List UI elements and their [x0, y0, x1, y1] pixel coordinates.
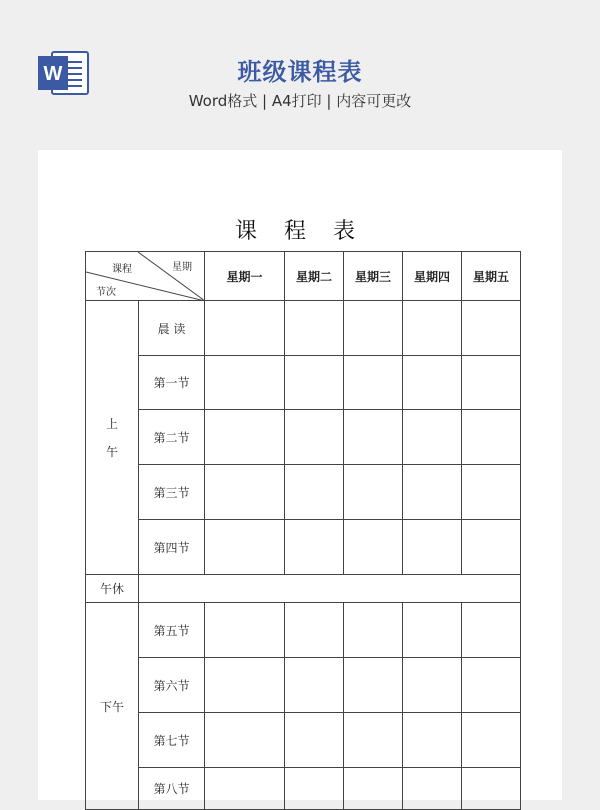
schedule-cell[interactable] — [205, 713, 285, 768]
period-label: 第一节 — [139, 356, 205, 410]
table-row — [86, 768, 521, 810]
period-label: 第六节 — [139, 658, 205, 713]
table-header-row — [86, 252, 521, 301]
schedule-cell[interactable] — [205, 356, 285, 410]
document-page — [38, 150, 562, 800]
schedule-cell[interactable] — [403, 465, 462, 520]
schedule-cell[interactable] — [285, 768, 344, 810]
schedule-cell[interactable] — [285, 713, 344, 768]
schedule-cell[interactable] — [285, 465, 344, 520]
schedule-cell[interactable] — [403, 658, 462, 713]
schedule-cell[interactable] — [344, 465, 403, 520]
schedule-cell[interactable] — [344, 658, 403, 713]
schedule-cell[interactable] — [403, 301, 462, 356]
page-title: 班级课程表 — [237, 58, 363, 86]
schedule-cell[interactable] — [205, 603, 285, 658]
day-header: 星期四 — [403, 252, 462, 301]
noon-cell[interactable] — [139, 575, 521, 603]
schedule-cell[interactable] — [344, 603, 403, 658]
schedule-cell[interactable] — [403, 713, 462, 768]
schedule-cell[interactable] — [205, 410, 285, 465]
corner-cell — [86, 252, 205, 301]
period-label: 第五节 — [139, 603, 205, 658]
table-row — [86, 520, 521, 575]
schedule-cell[interactable] — [285, 356, 344, 410]
schedule-cell[interactable] — [344, 301, 403, 356]
period-label: 第七节 — [139, 713, 205, 768]
table-row — [86, 301, 521, 356]
schedule-cell[interactable] — [205, 658, 285, 713]
schedule-cell[interactable] — [205, 301, 285, 356]
schedule-cell[interactable] — [462, 603, 521, 658]
morning-label: 上 午 — [86, 301, 139, 575]
table-row — [86, 410, 521, 465]
schedule-cell[interactable] — [462, 356, 521, 410]
table-row — [86, 465, 521, 520]
schedule-cell[interactable] — [403, 520, 462, 575]
table-row — [86, 658, 521, 713]
corner-period-label: 节次 — [96, 287, 116, 298]
header — [0, 0, 600, 150]
schedule-cell[interactable] — [462, 520, 521, 575]
schedule-cell[interactable] — [403, 603, 462, 658]
schedule-cell[interactable] — [285, 603, 344, 658]
schedule-table — [85, 251, 521, 810]
corner-course-label: 课程 — [112, 264, 132, 275]
schedule-cell[interactable] — [285, 520, 344, 575]
schedule-cell[interactable] — [462, 301, 521, 356]
day-header: 星期三 — [344, 252, 403, 301]
table-row — [86, 356, 521, 410]
schedule-cell[interactable] — [205, 465, 285, 520]
schedule-cell[interactable] — [462, 465, 521, 520]
schedule-cell[interactable] — [462, 410, 521, 465]
table-row — [86, 713, 521, 768]
noon-row — [86, 575, 521, 603]
schedule-cell[interactable] — [205, 520, 285, 575]
document-title: 课 程 表 — [235, 219, 365, 244]
schedule-cell[interactable] — [344, 768, 403, 810]
schedule-cell[interactable] — [462, 713, 521, 768]
table-row — [86, 603, 521, 658]
period-label: 第二节 — [139, 410, 205, 465]
schedule-cell[interactable] — [344, 356, 403, 410]
schedule-cell[interactable] — [403, 410, 462, 465]
schedule-cell[interactable] — [344, 713, 403, 768]
day-header: 星期一 — [205, 252, 285, 301]
schedule-cell[interactable] — [403, 768, 462, 810]
corner-week-label: 星期 — [172, 262, 192, 273]
schedule-cell[interactable] — [344, 520, 403, 575]
period-label: 第三节 — [139, 465, 205, 520]
schedule-cell[interactable] — [462, 658, 521, 713]
day-header: 星期五 — [462, 252, 521, 301]
period-label: 第四节 — [139, 520, 205, 575]
schedule-cell[interactable] — [462, 768, 521, 810]
page-subtitle: Word格式 | A4打印 | 内容可更改 — [188, 92, 412, 110]
schedule-cell[interactable] — [205, 768, 285, 810]
schedule-cell[interactable] — [285, 410, 344, 465]
schedule-cell[interactable] — [285, 301, 344, 356]
schedule-cell[interactable] — [344, 410, 403, 465]
period-label: 晨 读 — [139, 301, 205, 356]
noon-label: 午休 — [86, 575, 139, 603]
afternoon-label: 下午 — [86, 603, 139, 810]
svg-text:W: W — [43, 63, 63, 85]
schedule-cell[interactable] — [403, 356, 462, 410]
period-label: 第八节 — [139, 768, 205, 810]
schedule-cell[interactable] — [285, 658, 344, 713]
day-header: 星期二 — [285, 252, 344, 301]
